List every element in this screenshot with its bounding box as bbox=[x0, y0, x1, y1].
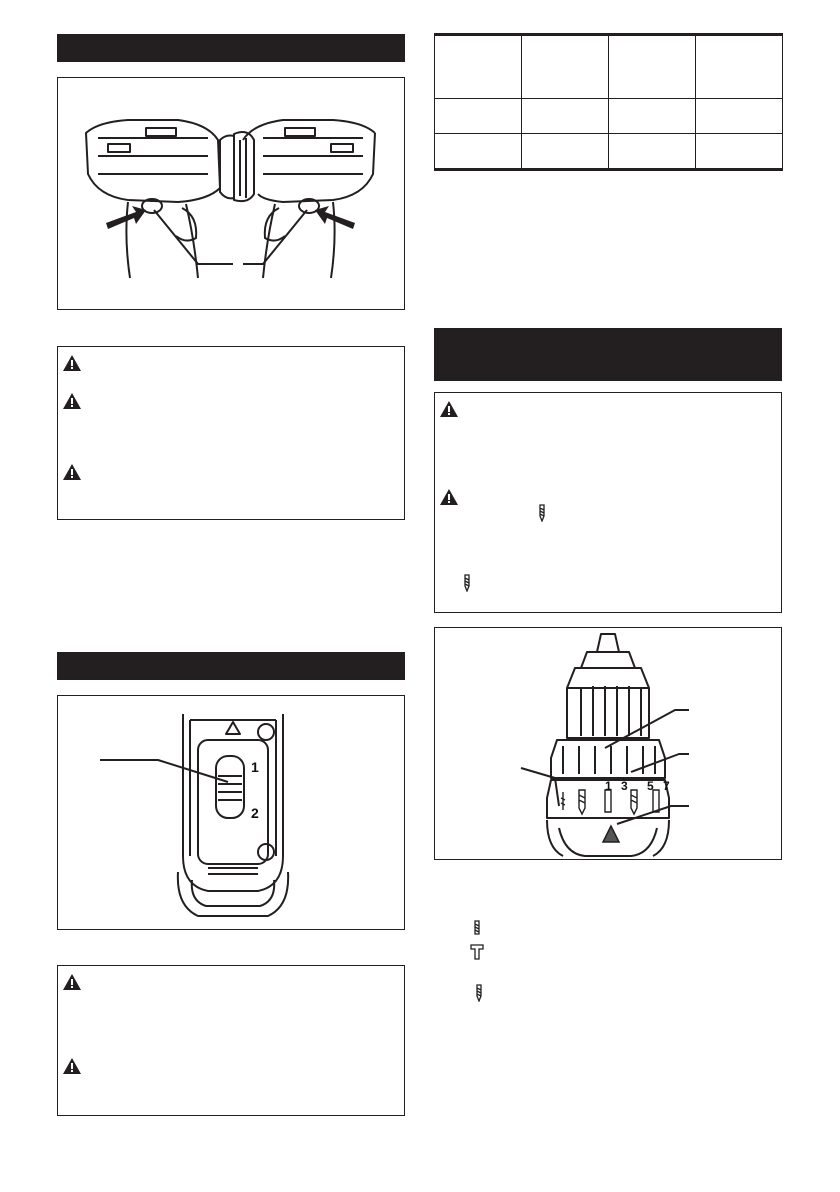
chuck-torque-ring-illustration bbox=[435, 628, 780, 858]
speed-selector-illustration bbox=[58, 696, 403, 928]
table-row bbox=[435, 134, 783, 170]
table-cell bbox=[696, 134, 783, 170]
speed-position-2: 2 bbox=[251, 805, 259, 821]
warning-triangle-icon bbox=[63, 393, 81, 409]
table-cell bbox=[522, 99, 609, 134]
section-heading-reversing-switch bbox=[57, 34, 405, 62]
warning-triangle-icon bbox=[63, 974, 81, 990]
warning-triangle-icon bbox=[440, 401, 458, 417]
warning-triangle-icon bbox=[63, 1058, 81, 1074]
caution-box-reversing bbox=[57, 346, 405, 520]
section-heading-action-mode bbox=[434, 328, 782, 381]
screw-icon bbox=[537, 504, 547, 522]
section-heading-speed-change bbox=[57, 652, 405, 680]
table-cell bbox=[435, 99, 522, 134]
screw-icon bbox=[474, 984, 484, 1002]
torque-scale-5: 5 bbox=[647, 779, 654, 793]
table-row bbox=[435, 35, 783, 99]
warning-triangle-icon bbox=[440, 489, 458, 505]
caution-box-mode bbox=[434, 392, 782, 613]
screw-icon bbox=[462, 574, 472, 592]
table-cell bbox=[435, 35, 522, 99]
table-cell bbox=[435, 134, 522, 170]
figure-action-mode bbox=[434, 627, 782, 860]
torque-scale-1: 1 bbox=[605, 779, 612, 793]
table-row bbox=[435, 99, 783, 134]
figure-speed-change bbox=[57, 695, 405, 930]
warning-triangle-icon bbox=[63, 464, 81, 480]
table-cell bbox=[609, 35, 696, 99]
table-cell bbox=[609, 99, 696, 134]
table-cell bbox=[522, 134, 609, 170]
hammer-icon bbox=[470, 944, 484, 960]
table-cell bbox=[609, 134, 696, 170]
speed-position-1: 1 bbox=[251, 759, 259, 775]
drill-pair-illustration bbox=[58, 78, 403, 308]
figure-reversing-switch bbox=[57, 77, 405, 310]
table-cell bbox=[696, 35, 783, 99]
torque-scale-7: 7 bbox=[663, 779, 670, 793]
warning-triangle-icon bbox=[63, 355, 81, 371]
speed-table bbox=[434, 33, 783, 171]
table-cell bbox=[522, 35, 609, 99]
drill-bit-icon bbox=[472, 920, 482, 936]
torque-scale-3: 3 bbox=[621, 779, 628, 793]
caution-box-speed bbox=[57, 965, 405, 1116]
table-cell bbox=[696, 99, 783, 134]
